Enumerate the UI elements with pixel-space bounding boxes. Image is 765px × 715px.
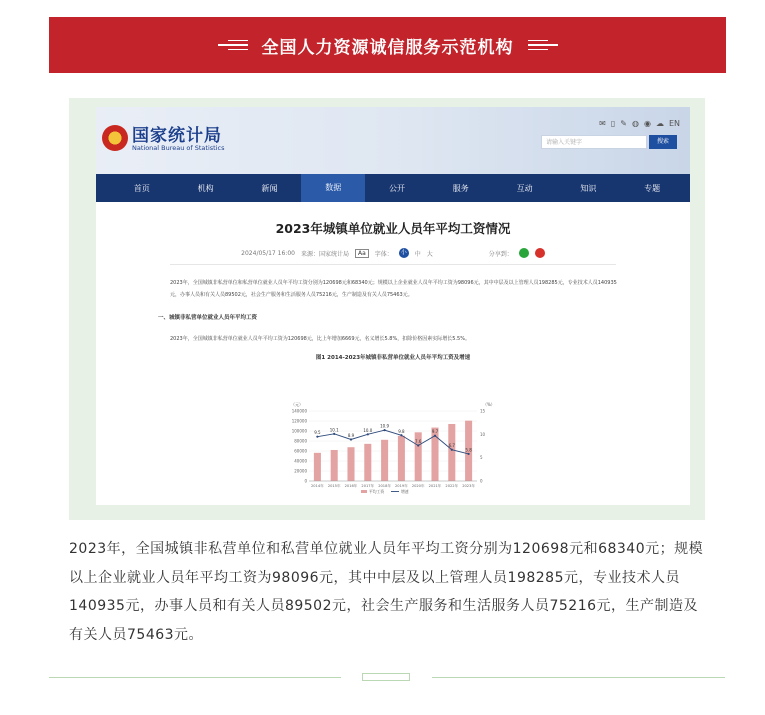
growth-rate-point [316,436,318,438]
growth-rate-label: 9.5 [314,430,321,436]
font-label: 字体： [374,250,393,258]
nav-item-home[interactable]: 首页 [133,183,150,193]
growth-rate-label: 10.1 [329,427,339,433]
font-large-button[interactable]: 大 [426,250,433,258]
growth-rate-label: 7.6 [415,439,422,445]
left-tick-label: 20000 [294,468,307,474]
caption-text: 2023年，全国城镇非私营单位和私营单位就业人员年平均工资分别为120698元和68340元；规模以上企业就业人员年平均工资为98096元，其中中层及以上管理人员198285元，专业技术人员140935元，办事人员和有关人员89502元，社会生产服务和生活服务人员75216元，生产制造及有关人员75463元。 [69,541,704,643]
left-tick-label: 0 [304,478,307,484]
growth-rate-label: 10.9 [380,423,390,429]
nav-item-org[interactable]: 机构 [197,183,214,193]
nav-item-public[interactable]: 公开 [389,183,406,193]
article-paragraph-1: 2023年，全国城镇非私营单位和私营单位就业人员年平均工资分别为120698元和68340元；规模以上企业就业人员年平均工资为98096元，其中中层及以上管理人员198285元，专业技术人员140935元，办事人员和有关人员89502元，社会生产服务和生活服务人员75216元，生产制造及有关人员75463元。 [170,280,617,298]
edit-icon[interactable]: ✎ [620,119,627,128]
left-tick-label: 60000 [294,448,307,454]
growth-rate-point [434,435,436,437]
footer-divider-left [49,677,341,678]
left-tick-label: 120000 [291,418,307,424]
x-tick-label: 2019年 [395,484,408,488]
growth-rate-line [317,427,468,454]
bar-average-wage [347,447,354,481]
left-tick-label: 140000 [291,408,307,414]
growth-rate-label: 10.0 [363,427,373,433]
banner-title: 全国人力资源诚信服务示范机构 [261,37,514,58]
nav-item-knowledge[interactable]: 知识 [580,183,597,193]
growth-rate-label: 9.7 [431,429,439,435]
right-tick-label: 10 [480,431,486,437]
right-decoration-icon [528,40,558,51]
nav-item-data[interactable]: 数据 [301,174,365,202]
growth-rate-label: 9.8 [398,428,405,434]
legend-label-line: 增速 [401,489,409,494]
wechat-share-icon[interactable] [519,248,529,258]
legend-swatch-bar [361,490,367,493]
font-small-button[interactable]: 小 [400,249,407,256]
title-banner [49,17,726,73]
growth-rate-point [333,433,335,435]
article-date: 2024/05/17 16:00 [241,249,295,257]
x-tick-label: 2015年 [327,484,341,488]
x-tick-label: 2014年 [311,484,324,488]
x-tick-label: 2016年 [344,484,358,488]
chart-title: 图1 2014-2023年城镇非私营单位就业人员年平均工资及增速 [315,355,471,361]
nav-item-topics[interactable]: 专题 [644,183,661,193]
growth-rate-point [451,449,453,451]
site-header [96,107,690,174]
bar-average-wage [448,424,455,481]
growth-rate-point [350,438,352,440]
x-tick-label: 2018年 [378,484,391,488]
article-meta [96,248,690,258]
growth-rate-point [384,429,386,431]
bar-average-wage [364,444,371,481]
national-emblem-icon [102,125,128,151]
bar-average-wage [381,440,388,481]
article-title: 2023年城镇单位就业人员年平均工资情况 [275,221,511,236]
nav-item-interact[interactable]: 互动 [516,183,533,193]
wage-chart [281,397,501,497]
right-tick-label: 0 [480,478,483,484]
left-tick-label: 80000 [294,438,307,444]
font-size-icon[interactable]: Aa [355,249,369,258]
growth-rate-point [468,453,470,455]
bar-average-wage [398,436,405,481]
meta-divider [170,264,616,265]
growth-rate-label: 8.9 [347,432,355,438]
bar-average-wage [331,450,338,481]
weibo-share-icon[interactable] [535,248,545,258]
section-heading-1: 一、城镇非私营单位就业人员年平均工资 [158,315,258,321]
search-input[interactable]: 请输入关键字 [541,135,647,149]
growth-rate-point [417,444,419,446]
nav-item-service[interactable]: 服务 [452,183,469,193]
font-medium-button[interactable]: 中 [414,250,421,258]
left-tick-label: 100000 [291,428,307,434]
wechat-icon[interactable]: ☁ [655,119,664,128]
growth-rate-point [367,433,369,435]
language-switch[interactable]: EN [668,119,680,128]
article-paragraph-2: 2023年，全国城镇非私营单位就业人员年平均工资为120698元，比上年增加6669元，名义增长5.8%，扣除价格因素实际增长5.5%。 [170,336,470,342]
site-logo-english: National Bureau of Statistics [132,144,225,152]
x-tick-label: 2017年 [361,484,375,488]
growth-rate-label: 5.8 [465,447,472,453]
x-tick-label: 2020年 [411,484,425,488]
nav-item-news[interactable]: 新闻 [261,183,278,193]
main-nav [96,174,690,202]
share-label: 分享到： [488,250,513,258]
x-tick-label: 2021年 [428,484,442,488]
site-logo-name[interactable]: 国家统计局 [132,126,222,146]
right-tick-label: 15 [480,408,486,414]
x-tick-label: 2022年 [445,484,459,488]
footer-divider-right [432,677,725,678]
weibo-icon[interactable]: ◉ [643,119,651,128]
footer-ornament [362,673,410,681]
growth-rate-point [400,434,402,436]
mail-icon[interactable]: ✉ [599,119,606,128]
article-source: 来源：国家统计局 [300,250,349,258]
left-decoration-icon [218,40,248,51]
top-icon-bar [599,119,680,128]
growth-rate-label: 6.7 [448,443,455,449]
bar-average-wage [314,453,321,481]
x-tick-label: 2023年 [462,484,475,488]
right-axis-label: （%） [483,402,495,407]
left-axis-label: （元） [291,402,303,407]
left-tick-label: 40000 [294,458,307,464]
mobile-icon[interactable]: ▯ [610,119,616,128]
right-tick-label: 5 [480,455,483,461]
app-icon[interactable]: ◍ [631,119,639,128]
legend-label-bar: 平均工资 [369,489,385,494]
embedded-webpage-screenshot [96,107,690,505]
search-button[interactable]: 搜索 [649,135,677,149]
